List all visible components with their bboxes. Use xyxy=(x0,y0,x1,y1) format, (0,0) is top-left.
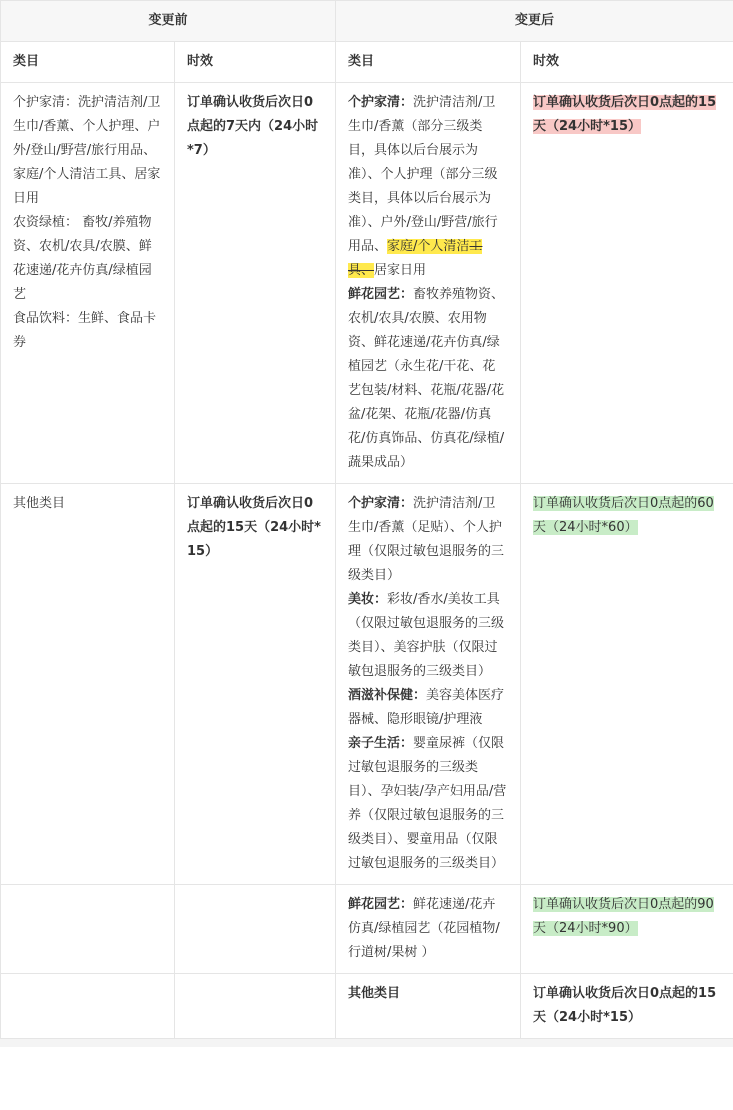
col-after-time: 时效 xyxy=(521,42,733,83)
highlighted-text: 家庭/个人清洁 xyxy=(387,239,470,254)
category-text: 美容美体医疗器械、隐形眼镜/护理液 xyxy=(348,688,505,727)
struck-text: 工具、 xyxy=(348,239,483,278)
empty-cell xyxy=(175,885,336,974)
before-time-cell: 订单确认收货后次日0点起的15天（24小时*15） xyxy=(175,484,336,885)
after-time-highlight: 订单确认收货后次日0点起的15天（24小时*15） xyxy=(533,95,717,134)
category-label: 鲜花园艺： xyxy=(348,897,414,912)
category-label: 美妆： xyxy=(348,592,388,607)
after-category-item xyxy=(348,732,508,876)
category-text: 居家日用 xyxy=(374,263,427,278)
category-label: 个护家清： xyxy=(348,95,414,110)
after-category-item xyxy=(348,684,508,732)
after-category-item xyxy=(348,91,508,283)
header-before: 变更前 xyxy=(1,1,336,42)
table-row xyxy=(1,885,733,974)
after-category-cell xyxy=(336,484,521,885)
after-time-cell xyxy=(521,484,733,885)
after-category-cell: 其他类目 xyxy=(336,974,521,1039)
category-text: 洗护清洁剂/卫生巾/香薰（足贴）、个人护理（仅限过敏包退服务的三级类目） xyxy=(348,496,505,583)
before-category-line: 个护家清：洗护清洁剂/卫生巾/香薰、个人护理、户外/登山/野营/旅行用品、家庭/个人清洁工具、居家日用 xyxy=(13,95,161,206)
table-row xyxy=(1,484,733,885)
col-after-category: 类目 xyxy=(336,42,521,83)
table-row xyxy=(1,974,733,1039)
category-text: 畜牧养殖物资、农机/农具/农膜、农用物资、鲜花速递/花卉仿真/绿植园艺（永生花/干花、花艺包装/材料、花瓶/花器/花盆/花架、花瓶/花器/仿真花/仿真饰品、仿真花/绿植/蔬果成品） xyxy=(348,287,505,470)
after-category-cell xyxy=(336,83,521,484)
empty-cell xyxy=(1,974,175,1039)
header-after: 变更后 xyxy=(336,1,733,42)
before-category-line: 农资绿植： 畜牧/养殖物资、农机/农具/农膜、鲜花速递/花卉仿真/绿植园艺 xyxy=(13,215,152,302)
category-label: 亲子生活： xyxy=(348,736,414,751)
after-time-cell xyxy=(521,83,733,484)
after-category-item xyxy=(348,588,508,684)
col-before-time: 时效 xyxy=(175,42,336,83)
category-text: 鲜花速递/花卉仿真/绿植园艺（花园植物/行道树/果树 ） xyxy=(348,897,500,960)
category-label: 个护家清： xyxy=(348,496,414,511)
after-category-item xyxy=(348,492,508,588)
after-time-cell xyxy=(521,885,733,974)
after-time-highlight: 订单确认收货后次日0点起的90天（24小时*90） xyxy=(533,897,714,936)
before-category-cell xyxy=(1,83,175,484)
col-before-category: 类目 xyxy=(1,42,175,83)
after-time-highlight: 订单确认收货后次日0点起的60天（24小时*60） xyxy=(533,496,714,535)
after-category-item xyxy=(348,283,508,475)
empty-cell xyxy=(175,974,336,1039)
before-category-line: 食品饮料：生鲜、食品卡券 xyxy=(13,311,157,350)
before-time-cell: 订单确认收货后次日0点起的7天内（24小时*7） xyxy=(175,83,336,484)
after-category-cell xyxy=(336,885,521,974)
table-row xyxy=(1,83,733,484)
category-label: 鲜花园艺： xyxy=(348,287,414,302)
after-time-cell: 订单确认收货后次日0点起的15天（24小时*15） xyxy=(521,974,733,1039)
bottom-divider xyxy=(0,1039,733,1047)
empty-cell xyxy=(1,885,175,974)
category-text: 洗护清洁剂/卫生巾/香薰（部分三级类目，具体以后台展示为准）、个人护理（部分三级类目，具体以后台展示为准）、户外/登山/野营/旅行用品、 xyxy=(348,95,498,254)
category-label: 酒滋补保健： xyxy=(348,688,427,703)
category-text: 婴童尿裤（仅限过敏包退服务的三级类目）、孕妇装/孕产妇用品/营养（仅限过敏包退服务的三级类目）、婴童用品（仅限过敏包退服务的三级类目） xyxy=(348,736,507,871)
category-text: 彩妆/香水/美妆工具（仅限过敏包退服务的三级类目）、美容护肤（仅限过敏包退服务的三级类目） xyxy=(348,592,505,679)
before-category-cell: 其他类目 xyxy=(1,484,175,885)
